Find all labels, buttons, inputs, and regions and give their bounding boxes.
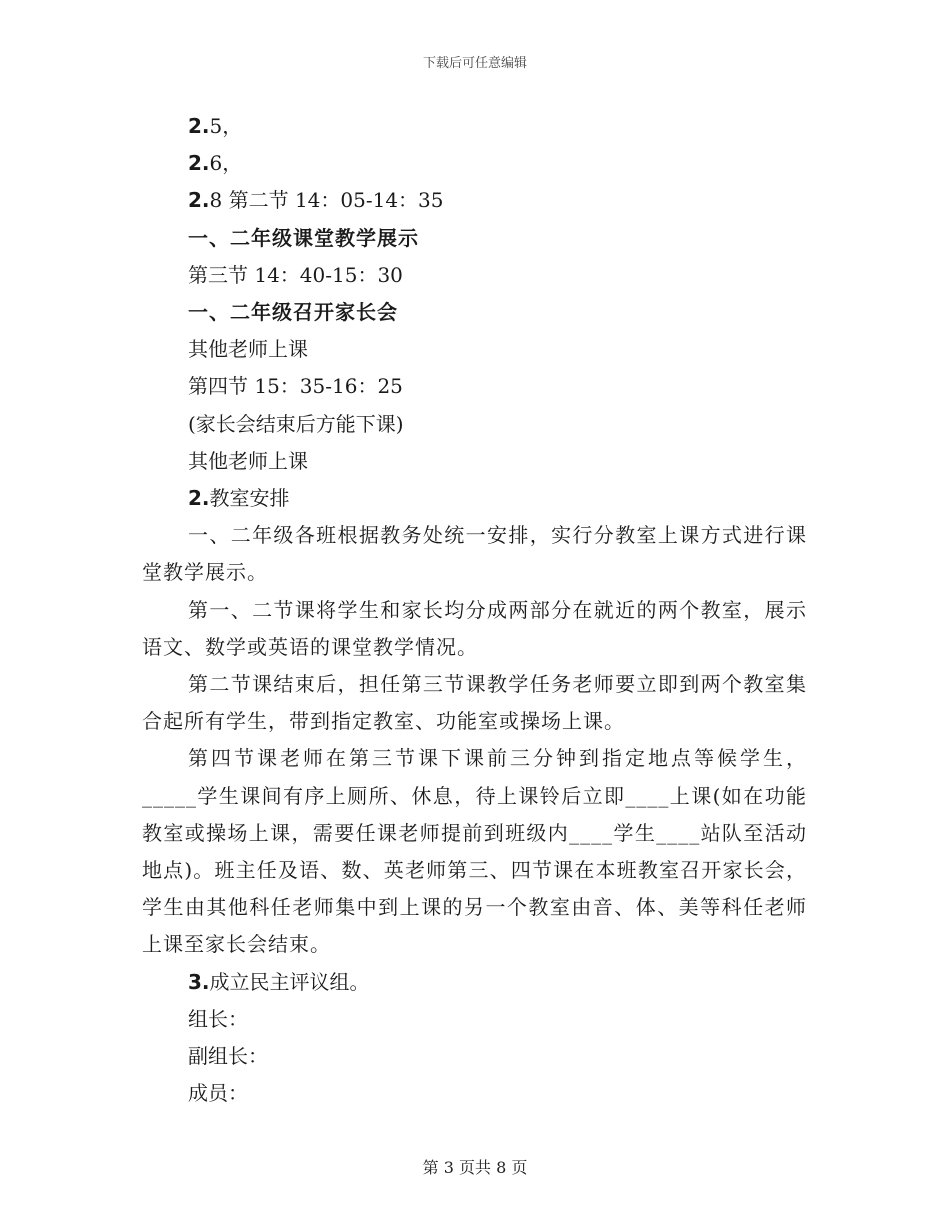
paragraph-after-period-2: 第二节课结束后，担任第三节课教学任务老师要立即到两个教室集合起所有学生，带到指定教室、功能室或操场上课。 [142,672,807,734]
section-classroom-arrangement [142,480,807,517]
paragraph-periods-1-2: 第一、二节课将学生和家长均分成两部分在就近的两个教室，展示语文、数学或英语的课堂教学情况。 [142,597,807,659]
item-text: 5， [209,114,243,138]
section-title: 成立民主评议组。 [209,969,370,994]
list-item-2-5 [142,108,807,145]
schedule-period-3: 第三节 14：40-15：30 [188,262,403,287]
section-evaluation-group [142,964,807,1001]
group-leader-field: 组长： [188,1006,248,1031]
section-number: 3. [188,969,210,994]
other-teachers-line-2: 其他老师上课 [188,448,308,473]
list-item-2-8 [142,182,807,219]
section-title: 教室安排 [209,486,290,511]
item-number: 2. [188,151,210,176]
page-header-note: 下载后可任意编辑 [422,56,527,71]
document-body [142,108,807,1112]
paragraph-period-4: 第四节课老师在第三节课下课前三分钟到指定地点等候学生，_____学生课间有序上厕所、休息，待上课铃后立即____上课(如在功能教室或操场上课，需要任课老师提前到班级内____学生____站队至活动地点)。班主任及语、数、英老师第三、四节课在本班教室召开家长会，学生由其他科任老师集中到上课的另一个教室由音、体、美等科任老师上课至家长会结束。 [142,746,807,957]
item-text: 6， [209,151,243,176]
members-field: 成员： [188,1081,248,1106]
schedule-period-4: 第四节 15：35-16：25 [188,374,403,399]
item-text: 8 第二节 14：05-14：35 [209,188,444,213]
paragraph-arrangement: 一、二年级各班根据教务处统一安排，实行分教室上课方式进行课堂教学展示。 [142,523,807,585]
item-number: 2. [188,114,210,138]
meeting-note: (家长会结束后方能下课) [188,411,404,436]
heading-parent-meeting: 一、二年级召开家长会 [188,300,398,325]
section-number: 2. [188,486,210,511]
page-number-footer: 第 3 页共 8 页 [422,1158,528,1177]
item-number: 2. [188,188,210,213]
heading-classroom-display: 一、二年级课堂教学展示 [188,225,419,250]
deputy-leader-field: 副组长： [188,1044,268,1069]
list-item-2-6 [142,145,807,182]
other-teachers-line: 其他老师上课 [188,337,308,362]
